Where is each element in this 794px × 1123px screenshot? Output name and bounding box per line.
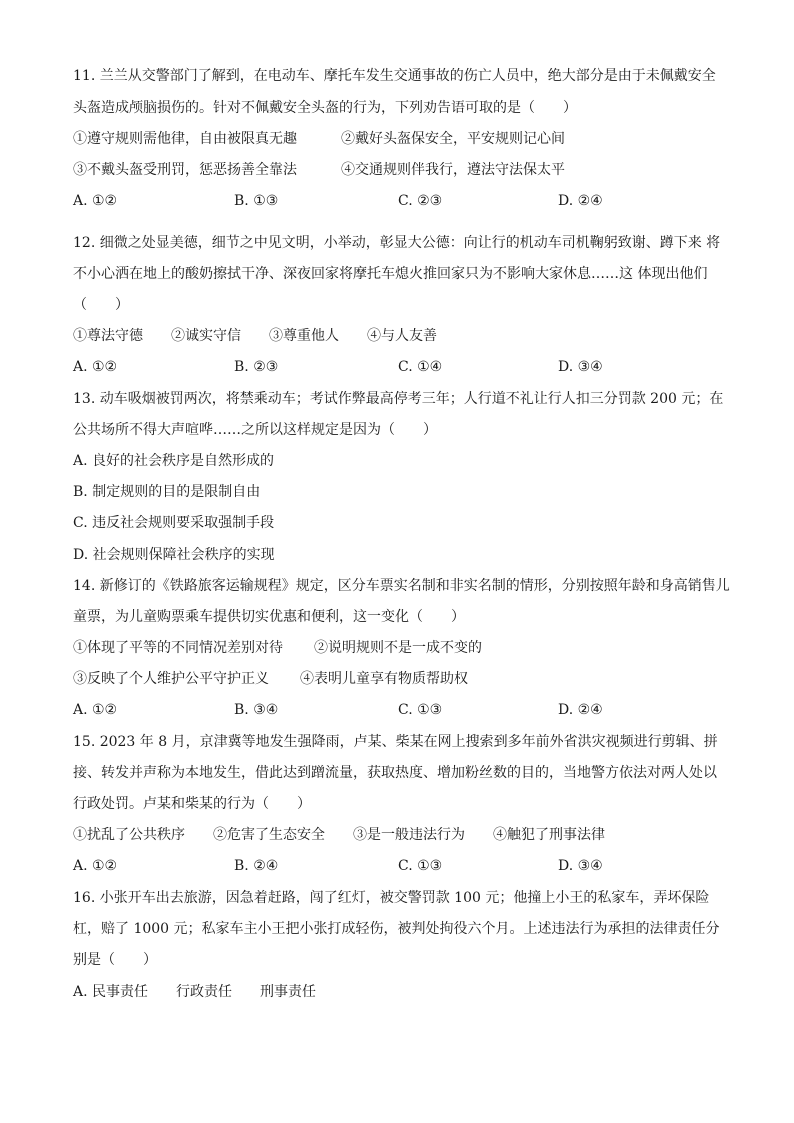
question-13-option-d[interactable]: D. 社会规则保障社会秩序的实现 xyxy=(73,547,275,563)
question-15-option-a[interactable]: A. ①② xyxy=(73,858,118,874)
question-14-option-a[interactable]: A. ①② xyxy=(73,702,118,718)
question-12-option-c[interactable]: C. ①④ xyxy=(398,359,443,375)
question-16-stem-line-3: 别是（ ） xyxy=(73,952,157,968)
question-11-option-b[interactable]: B. ①③ xyxy=(234,193,279,209)
question-14-statement-1: ①体现了平等的不同情况差别对待 xyxy=(73,640,283,656)
question-12-option-b[interactable]: B. ②③ xyxy=(234,359,279,375)
question-15-stem-line-3: 行政处罚。卢某和柴某的行为（ ） xyxy=(73,796,311,812)
question-15-statements: ①扰乱了公共秩序 ②危害了生态安全 ③是一般违法行为 ④触犯了刑事法律 xyxy=(73,827,605,843)
question-11-option-c[interactable]: C. ②③ xyxy=(398,193,443,209)
question-13-stem-line-1: 13. 动车吸烟被罚两次，将禁乘动车；考试作弊最高停考三年；人行道不礼让行人扣三分罚款 200 元；在 xyxy=(73,391,724,407)
question-11-statement-1: ①遵守规则需他律，自由被限真无趣 xyxy=(73,131,297,147)
question-15-option-b[interactable]: B. ②④ xyxy=(234,858,279,874)
question-14-statement-2: ②说明规则不是一成不变的 xyxy=(314,640,482,656)
question-13-stem-line-2: 公共场所不得大声喧哗……之所以这样规定是因为（ ） xyxy=(73,422,437,438)
question-14-option-d[interactable]: D. ②④ xyxy=(558,702,603,718)
question-12-stem-line-1: 12. 细微之处显美德，细节之中见文明，小举动，彰显大公德：向让行的机动车司机鞠躬致谢、蹲下来 将 xyxy=(73,235,721,251)
question-14-stem-line-2: 童票，为儿童购票乘车提供切实优惠和便利，这一变化（ ） xyxy=(73,609,465,625)
question-12-stem-line-3: （ ） xyxy=(73,297,129,313)
question-16-stem-line-2: 杠，赔了 1000 元；私家车主小王把小张打成轻伤，被判处拘役六个月。上述违法行为承担的法律责任分 xyxy=(73,921,720,937)
question-12-statements: ①尊法守德 ②诚实守信 ③尊重他人 ④与人友善 xyxy=(73,328,437,344)
question-11-statement-4: ④交通规则伴我行，遵法守法保太平 xyxy=(341,162,565,178)
question-14-option-b[interactable]: B. ③④ xyxy=(234,702,279,718)
question-15-option-d[interactable]: D. ③④ xyxy=(558,858,603,874)
question-13-option-b[interactable]: B. 制定规则的目的是限制自由 xyxy=(73,484,261,500)
question-14-option-c[interactable]: C. ①③ xyxy=(398,702,443,718)
question-16-stem-line-1: 16. 小张开车出去旅游，因急着赶路，闯了红灯，被交警罚款 100 元；他撞上小王的私家车，弄坏保险 xyxy=(73,890,710,906)
question-11-statement-2: ②戴好头盔保安全，平安规则记心间 xyxy=(341,131,565,147)
question-16-option-a[interactable]: A. 民事责任 行政责任 刑事责任 xyxy=(73,984,317,1000)
question-15-stem-line-2: 接、转发并声称为本地发生，借此达到蹭流量，获取热度、增加粉丝数的目的，当地警方依法对两人处以 xyxy=(73,765,717,781)
question-11-stem-line-2: 头盔造成颅脑损伤的。针对不佩戴安全头盔的行为，下列劝告语可取的是（ ） xyxy=(73,100,577,116)
question-11-option-a[interactable]: A. ①② xyxy=(73,193,118,209)
question-14-statement-3: ③反映了个人维护公平守护正义 xyxy=(73,671,269,687)
question-13-option-c[interactable]: C. 违反社会规则要采取强制手段 xyxy=(73,515,275,531)
question-11-statement-3: ③不戴头盔受刑罚，惩恶扬善全靠法 xyxy=(73,162,297,178)
question-14-stem-line-1: 14. 新修订的《铁路旅客运输规程》规定，区分车票实名制和非实名制的情形，分别按照年龄和身高销售儿 xyxy=(73,578,730,594)
question-12-stem-line-2: 不小心洒在地上的酸奶擦拭干净、深夜回家将摩托车熄火推回家只为不影响大家休息……这 体现出他们 xyxy=(73,266,708,282)
question-11-option-d[interactable]: D. ②④ xyxy=(558,193,603,209)
question-12-option-a[interactable]: A. ①② xyxy=(73,359,118,375)
question-13-option-a[interactable]: A. 良好的社会秩序是自然形成的 xyxy=(73,453,275,469)
question-15-option-c[interactable]: C. ①③ xyxy=(398,858,443,874)
question-14-statement-4: ④表明儿童享有物质帮助权 xyxy=(300,671,468,687)
question-12-option-d[interactable]: D. ③④ xyxy=(558,359,603,375)
question-15-stem-line-1: 15. 2023 年 8 月，京津冀等地发生强降雨，卢某、柴某在网上搜索到多年前外省洪灾视频进行剪辑、拼 xyxy=(73,734,718,750)
question-11-stem-line-1: 11. 兰兰从交警部门了解到，在电动车、摩托车发生交通事故的伤亡人员中，绝大部分是由于未佩戴安全 xyxy=(73,68,716,84)
